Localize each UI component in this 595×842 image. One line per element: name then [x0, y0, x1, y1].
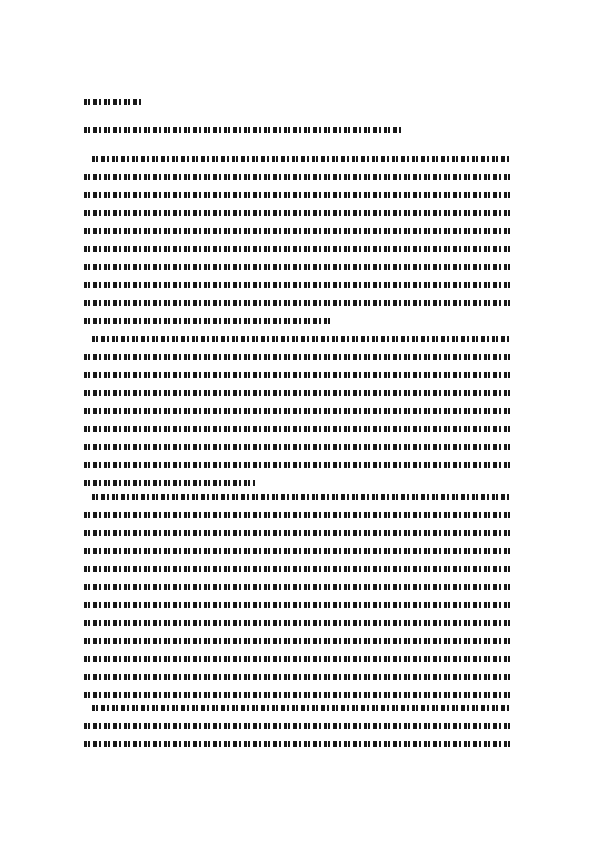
text-line	[84, 462, 512, 468]
text-line	[84, 723, 512, 729]
text-line	[92, 156, 512, 162]
text-line	[84, 354, 512, 360]
text-line	[84, 318, 332, 324]
text-line	[84, 692, 512, 698]
document-title	[84, 123, 404, 137]
text-line	[92, 494, 512, 500]
text-line	[84, 408, 512, 414]
text-line	[84, 548, 512, 554]
text-line	[84, 674, 512, 680]
text-line	[84, 228, 512, 234]
text-line	[84, 192, 512, 198]
text-line	[84, 566, 512, 572]
text-line	[84, 282, 512, 288]
body-paragraph-2	[84, 336, 512, 498]
header-text-line	[84, 99, 144, 105]
text-line	[84, 741, 512, 747]
text-line	[92, 336, 512, 342]
text-line	[84, 602, 512, 608]
text-line	[92, 705, 512, 711]
text-line	[84, 444, 512, 450]
text-line	[84, 390, 512, 396]
text-line	[84, 174, 512, 180]
text-line	[84, 530, 512, 536]
text-line	[84, 246, 512, 252]
text-line	[84, 512, 512, 518]
body-paragraph-3	[84, 494, 512, 710]
title-text-line	[84, 127, 404, 133]
text-line	[84, 480, 255, 486]
text-line	[84, 372, 512, 378]
text-line	[84, 426, 512, 432]
text-line	[84, 584, 512, 590]
text-line	[84, 620, 512, 626]
header-label	[84, 95, 144, 109]
text-line	[84, 656, 512, 662]
body-paragraph-4	[84, 705, 512, 759]
text-line	[84, 638, 512, 644]
body-paragraph-1	[84, 156, 512, 336]
text-line	[84, 210, 512, 216]
text-line	[84, 300, 512, 306]
text-line	[84, 264, 512, 270]
